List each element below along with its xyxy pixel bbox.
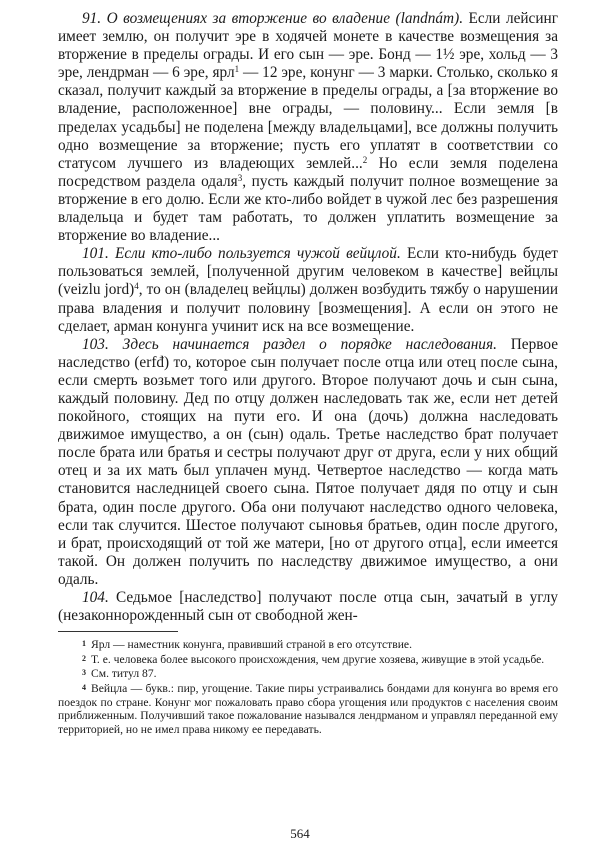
footnotes	[58, 637, 558, 736]
footnote-ref[interactable]: 3	[237, 172, 243, 183]
footnote-text: Вейцла — букв.: пир, угощение. Такие пиры устраивались бондами для конунга во время его поездок по стране. Конунг мог пожаловать право сбора угощения или продуктов с населения своим приближенным. Получивший такое пожалование назывался лендрманом и управлял переданной ему территорией, но не имел права никому ее передавать.	[58, 681, 558, 736]
footnote-ref[interactable]: 4	[134, 281, 139, 292]
footnote-text: См. титул 87.	[91, 667, 157, 681]
section-heading: 91. О возмещениях за вторжение во владение (landnám).	[82, 10, 464, 27]
section-91	[58, 10, 558, 245]
section-text: Первое наследство (erfđ) то, которое сын получает после отца или отец после сына, если смерть возьмет того или другого. Второе получают дочь и сын сына, каждый половину. Дед по отцу должен наследовать так же, если нет детей покойного, стоящих на пути его. И она (дочь) должна наследовать движимое имущество, а он (сын) одаль. Третье наследство брат получает после брата или братья и сестры получают друг от друга, если у них общий отец и за их мать был уплачен мунд. Четвертое наследство — когда мать становится наследницей своего сына. Пятое получает дядя по отцу и сын брата, один после другого. Оба они получают наследство одного человека, если так случится. Шестое получают сыновья братьев, один после другого, и брат, происходящий от той же матери, [но от другого отца], если имеется такой. Он должен получить по наследству движимое имущество, а они одаль.	[58, 335, 558, 588]
section-heading: 103. Здесь начинается раздел о порядке наследования.	[82, 335, 497, 353]
footnote	[58, 681, 558, 736]
section-text: Но если земля поделена посредством раздела одаля	[58, 154, 558, 190]
page-number: 564	[290, 826, 310, 841]
footnote-text: Т. е. человека более высокого происхождения, чем другие хозяева, живущие в этой усадьбе.	[91, 652, 545, 666]
footnote	[58, 637, 558, 652]
footnote-ref[interactable]: 2	[362, 154, 368, 165]
footnote-mark: 1	[82, 639, 86, 649]
section-101	[58, 245, 558, 335]
section-104	[58, 589, 558, 625]
section-text: — 12 эре, конунг — 3 марки. Столько, сколько я сказал, получит каждый за вторжение в пределы ограды, а [за вторжение во владение, расположенное] вне ограды, — половину... Если земля [в пределах усадьбы] не поделена [между владельцами], все должны получить одно возмещение за вторжение; пусть его уплатят в соответствии со статусом лучшего из владеющих землей...	[58, 64, 558, 172]
footnote	[58, 666, 558, 681]
footnote-ref[interactable]: 1	[234, 64, 240, 75]
footnote-text: Ярл — наместник конунга, правивший страной в его отсутствие.	[91, 638, 412, 652]
section-text: Седьмое [наследство] получают после отца сын, зачатый в углу (незаконнорожденный сын от свободной жен-	[58, 589, 558, 625]
section-text: , то он (владелец вейцлы) должен возбудить тяжбу о нарушении права владения и получит половину [возмещения]. А если он этого не сделает, арман конунга учинит иск на все возмещение.	[58, 281, 559, 335]
section-103	[58, 336, 558, 589]
section-heading: 101. Если кто-либо пользуется чужой вейцлой.	[82, 245, 401, 263]
footnote-mark: 2	[82, 653, 86, 663]
section-heading: 104.	[82, 589, 109, 606]
footnote-mark: 3	[82, 668, 86, 678]
section-text: Если кто-нибудь будет пользоваться землей, [полученной другим человеком в качестве] вейцлы (veizlu jord)	[58, 245, 558, 299]
main-text	[58, 10, 558, 625]
footnote-mark: 4	[82, 682, 86, 692]
footnote-divider	[58, 631, 178, 632]
page	[58, 10, 558, 736]
footnote	[58, 652, 558, 667]
section-text: Если лейсинг имеет землю, он получит эре в ходячей монете в качестве возмещения за вторжение в пределы ограды. И его сын — эре. Бонд — 1½ эре, хольд — 3 эре, лендрман — 6 эре, ярл	[58, 10, 558, 82]
section-text: , пусть каждый получит полное возмещение за вторжение в его долю. Если же кто-либо войдет в чужой лес без разрешения владельца и будет там работать, то должен уплатить возмещение за вторжение во владение...	[58, 172, 558, 245]
